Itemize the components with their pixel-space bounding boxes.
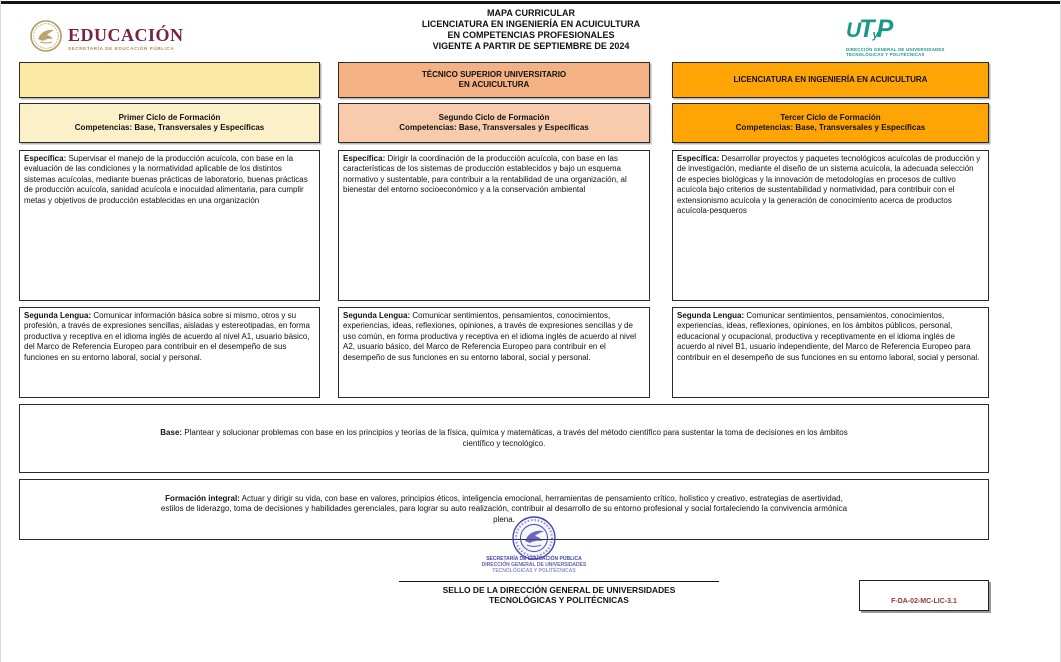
- segunda-lengua-text: Comunicar información básica sobre si mismo, otros y su profesión, a través de expresiones sencillas, aisladas y estereotipadas, en forma productiva y receptiva en el idioma inglés de acuerdo al nivel A1, usuario básico, del Marco de Referencia Europeo para contribuir en el desempeño de sus funciones en su entorno laboral, social y personal.: [24, 311, 310, 362]
- segunda-lengua-text: Comunicar sentimientos, pensamientos, conocimientos, experiencias, ideas, reflexiones, opiniones, en los ámbitos públicos, personal, educacional y ocupacional, productiva y receptivamente en el idioma inglés de acuerdo al nivel B1, usuario independiente, del Marco de Referencia Europeo para contribuir en el desempeño de sus funciones en su entorno laboral, social y personal.: [677, 311, 980, 362]
- title-line-1: MAPA CURRICULAR: [487, 8, 575, 18]
- utp-subtitle-line-1: DIRECCIÓN GENERAL DE UNIVERSIDADES: [846, 47, 945, 52]
- title-line-3: EN COMPETENCIAS PROFESIONALES: [447, 30, 615, 40]
- utp-wordmark-icon: [846, 17, 966, 47]
- sep-eagle-icon: [29, 19, 63, 58]
- cycle-header-tercer-competencias: Competencias: Base, Transversales y Específicas: [735, 123, 926, 132]
- stamp-line-2: DIRECCIÓN GENERAL DE UNIVERSIDADES: [481, 561, 587, 568]
- cycle-header-segundo: [338, 103, 650, 143]
- utp-letter-y: y: [872, 29, 877, 41]
- segunda-lengua-label: Segunda Lengua:: [677, 311, 745, 320]
- base-text: Plantear y solucionar problemas con base en los principios y teorías de la física, química y matemáticas, a través del método científico para sustentar la toma de decisiones en los ámbitos científico y tecnológico.: [182, 427, 848, 448]
- segunda-lengua-box-segundo: [338, 307, 650, 398]
- formacion-integral-label: Formación integral:: [165, 493, 240, 503]
- especifica-box-primer: [19, 150, 320, 301]
- especifica-box-tercer: [672, 150, 989, 301]
- utp-letter-p: P: [876, 15, 892, 43]
- base-label: Base:: [160, 427, 183, 437]
- utp-letter-t: T: [859, 15, 873, 43]
- doc-code-box: [859, 580, 989, 611]
- especifica-text: Desarrollar proyectos y paquetes tecnológicos acuícolas de producción y de investigación, mediante el diseño de un sistema acuícola, la adecuada selección de especies biológicas y la innovación de metodologías en procesos de cultivo acuícola bajo criterios de sustentabilidad y normatividad, para contribuir con el extensionismo acuícola y la generación de conocimiento acerca de productos acuícola-pesqueros: [677, 154, 981, 216]
- sello-caption-line-2: TECNOLÓGICAS Y POLITÉCNICAS: [489, 595, 629, 606]
- stamp-line-1: SECRETARÍA DE EDUCACIÓN PÚBLICA: [486, 556, 582, 562]
- cycle-header-primer-title: Primer Ciclo de Formación: [118, 113, 221, 122]
- utp-letter-u: U: [846, 19, 860, 42]
- level-header-tsu-line-1: TÉCNICO SUPERIOR UNIVERSITARIO: [421, 70, 567, 79]
- segunda-lengua-label: Segunda Lengua:: [343, 311, 411, 320]
- level-header-first-cycle: [19, 62, 320, 98]
- seal-signature-line: [399, 581, 719, 582]
- utp-logo: [846, 17, 966, 57]
- especifica-label: Específica:: [677, 154, 720, 163]
- formacion-integral-box: [19, 479, 989, 540]
- formacion-integral-text: [159, 494, 849, 526]
- level-header-tsu: [338, 62, 650, 98]
- title-line-2: LICENCIATURA EN INGENIERÍA EN ACUICULTURA: [421, 19, 641, 29]
- cycle-header-primer: [19, 103, 320, 143]
- level-header-licenciatura: [672, 62, 989, 98]
- sep-logo: [29, 19, 184, 58]
- sello-caption-line-1: SELLO DE LA DIRECCIÓN GENERAL DE UNIVERSIDADES: [442, 585, 676, 595]
- sello-caption: [369, 585, 749, 606]
- segunda-lengua-label: Segunda Lengua:: [24, 311, 92, 320]
- level-header-lic-line-1: LICENCIATURA EN INGENIERÍA EN ACUICULTURA: [733, 75, 928, 84]
- cycle-header-segundo-competencias: Competencias: Base, Transversales y Específicas: [399, 123, 589, 132]
- especifica-label: Específica:: [343, 154, 386, 163]
- cycle-header-tercer: [672, 103, 989, 143]
- level-header-tsu-line-2: EN ACUICULTURA: [458, 80, 530, 89]
- segunda-lengua-text: Comunicar sentimientos, pensamientos, conocimientos, experiencias, ideas, reflexiones, opiniones, a través de expresiones sencillas y de uso común, en forma productiva y receptiva en el idioma inglés de acuerdo al nivel A2, usuario básico, del Marco de Referencia Europeo para contribuir en el desempeño de sus funciones en su entorno laboral, social y personal.: [343, 311, 637, 362]
- especifica-box-segundo: [338, 150, 650, 301]
- cycle-header-primer-competencias: Competencias: Base, Transversales y Específicas: [74, 123, 265, 132]
- title-line-4: VIGENTE A PARTIR DE SEPTIEMBRE DE 2024: [432, 41, 630, 51]
- formacion-text: Actuar y dirigir su vida, con base en valores, principios éticos, inteligencia emocional, herramientas de pensamiento crítico, holístico y creativo, estrategias de asertividad, estilos de liderazgo, toma de decisiones y habilidades gerenciales, para lograr su auto realización, contribuir al desarrollo de su entorno profesional y social fortaleciendo la convivencia armónica plena.: [160, 493, 848, 524]
- segunda-lengua-box-primer: [19, 307, 320, 398]
- especifica-text: Supervisar el manejo de la producción acuícola, con base en la evaluación de las condiciones y la normatividad aplicable de los distintos sistemas acuícolas, mediante buenas prácticas de laboratorio, buenas prácticas de producción acuícola, sanidad acuícola e inocuidad alimentaria, para cumplir metas y objetivos de producción establecidas en una organización: [24, 154, 308, 205]
- stamp-line-3: TECNOLÓGICAS Y POLITÉCNICAS: [492, 567, 576, 574]
- utp-subtitle-line-2: TECNOLÓGICAS Y POLITÉCNICAS: [846, 52, 925, 57]
- sep-subtitle: SECRETARÍA DE EDUCACIÓN PÚBLICA: [68, 46, 175, 51]
- base-competency-text: [159, 428, 849, 449]
- utp-subtitle: [846, 47, 946, 57]
- especifica-label: Específica:: [24, 154, 67, 163]
- seal-stamp-text: [434, 557, 634, 574]
- base-competency-box: [19, 404, 989, 473]
- cycle-header-segundo-title: Segundo Ciclo de Formación: [438, 113, 550, 122]
- cycle-header-tercer-title: Tercer Ciclo de Formación: [780, 113, 881, 122]
- segunda-lengua-box-tercer: [672, 307, 989, 398]
- especifica-text: Dirigir la coordinación de la producción acuícola, con base en las características de los sistemas de producción establecidos y bajo un esquema normativo y sustentable, para contribuir a la rentabilidad de una organización, al bienestar del entorno socioeconómico y a la conservación ambiental: [343, 154, 627, 195]
- educacion-wordmark: EDUCACIÓN: [68, 25, 184, 45]
- document-title: [281, 8, 781, 52]
- doc-code: F-DA-02-MC-LIC-3.1: [891, 598, 957, 605]
- page-top-border: [1, 1, 1060, 4]
